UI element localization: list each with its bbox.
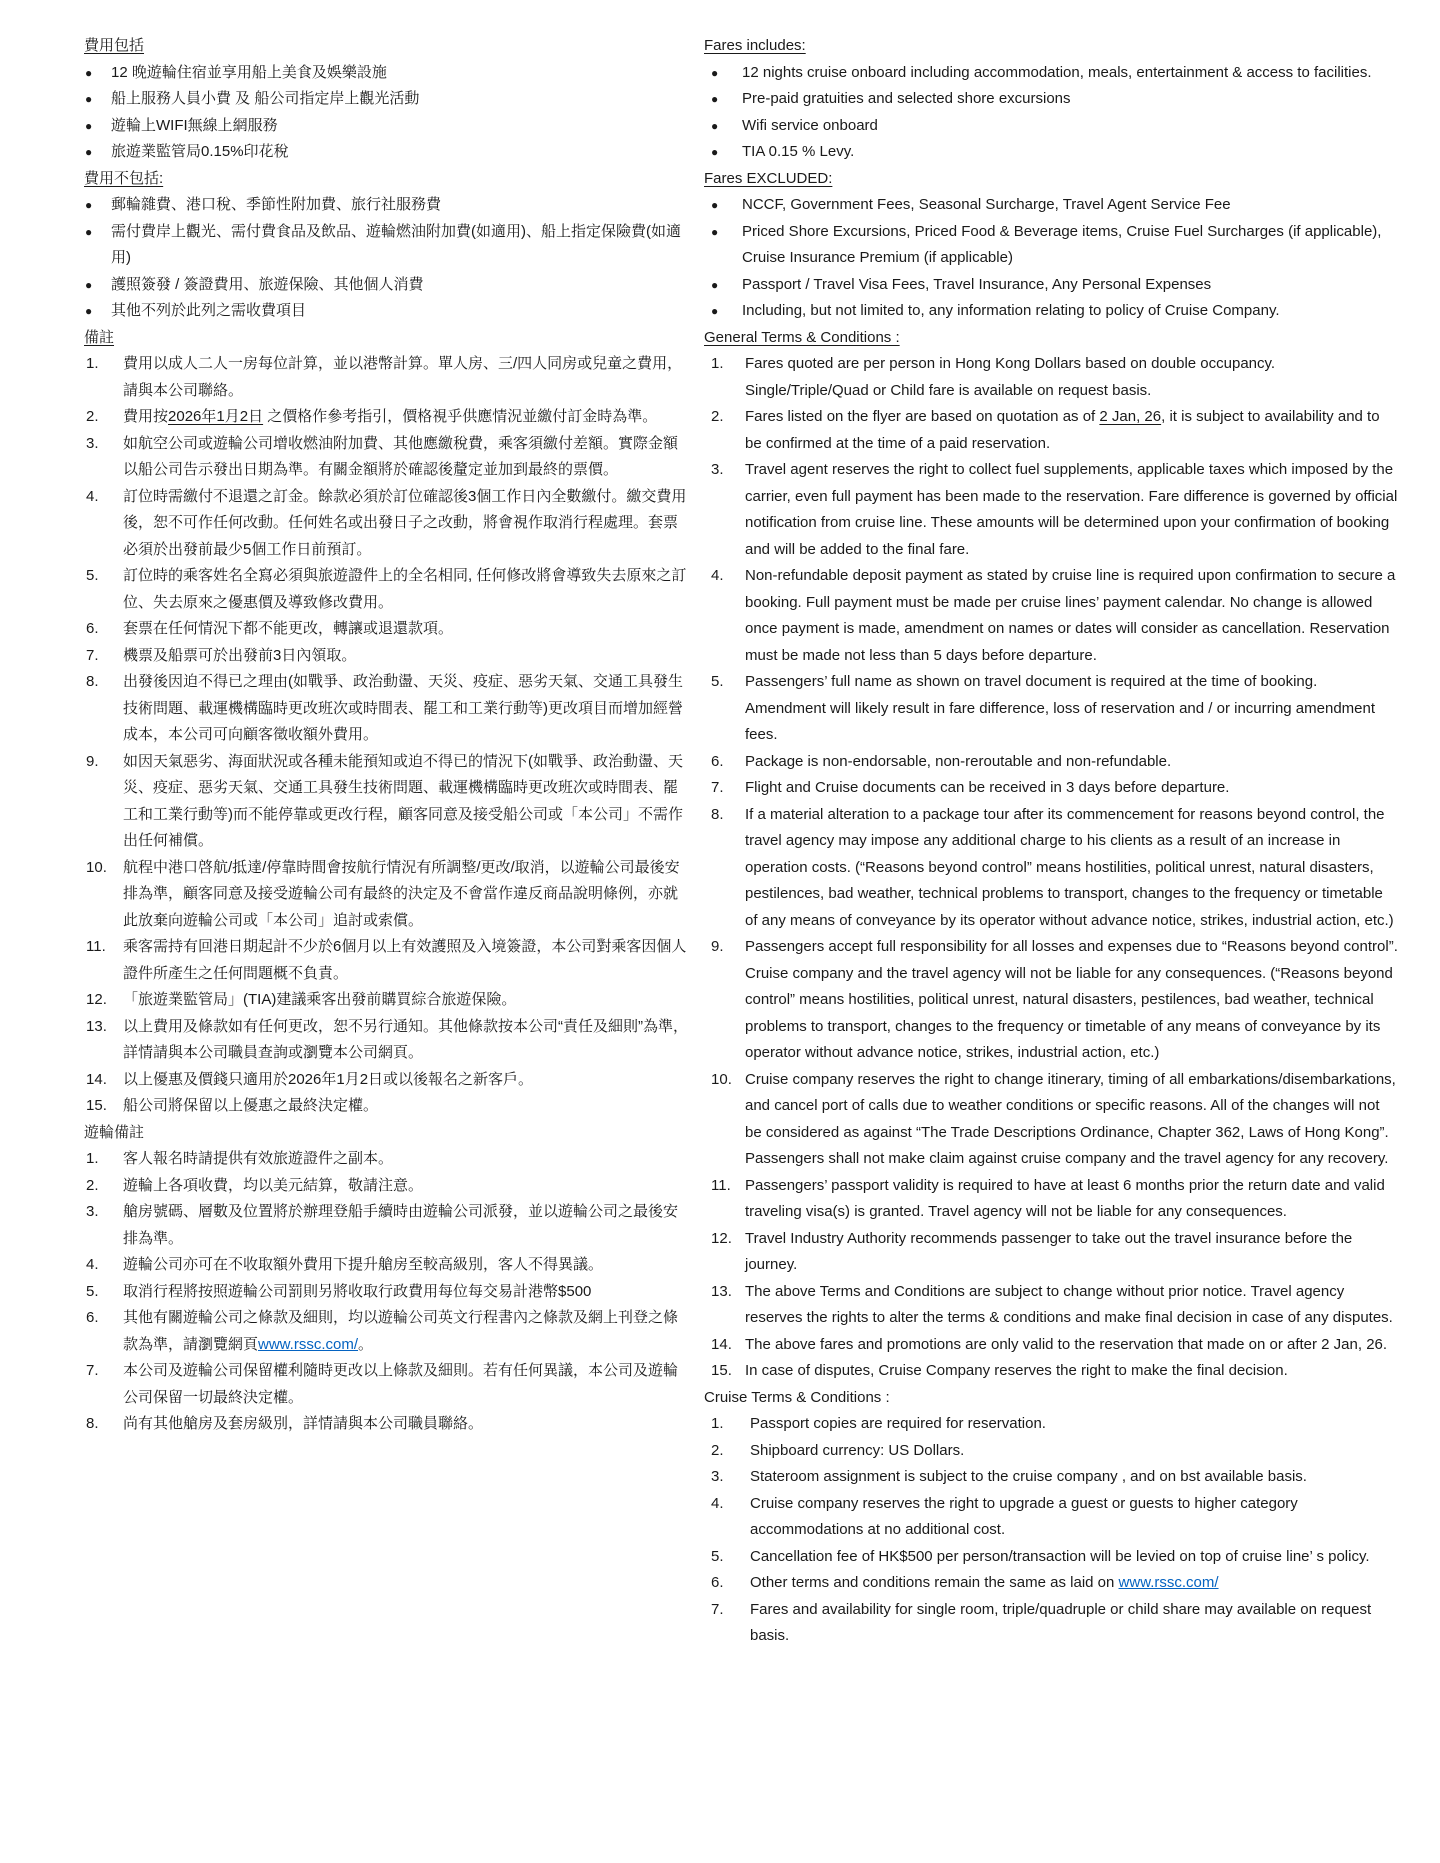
numbered-item: 遊輪公司亦可在不收取額外費用下提升艙房至較高級別，客人不得異議。 — [123, 1256, 604, 1273]
cruise-notes-heading-zh: 遊輪備註 — [84, 1123, 145, 1141]
cruise-terms-heading-en: Cruise Terms & Conditions : — [704, 1388, 890, 1406]
bullet-item: ● 護照簽發 / 簽證費用、旅遊保險、其他個人消費 — [84, 272, 688, 299]
numbered-item: Cancellation fee of HK$500 per person/transaction will be levied on top of cruise line’ s policy. — [750, 1547, 1370, 1565]
fares-exclude-list-zh — [84, 192, 688, 325]
fares-exclude-heading-zh: 費用不包括: — [84, 169, 164, 187]
bullet-item: ● 其他不列於此列之需收費項目 — [84, 298, 688, 325]
underlined-date: 2026年1月2日 — [168, 408, 264, 425]
section-fares-exclude-en — [704, 166, 1398, 325]
bullet-item: ● Wifi service onboard — [704, 113, 1398, 140]
numbered-item: 本公司及遊輪公司保留權利隨時更改以上條款及細則。若有任何異議，本公司及遊輪公司保留一切最終決定權。 — [123, 1362, 679, 1406]
general-terms-heading-en: General Terms & Conditions : — [704, 328, 900, 346]
numbered-item: Travel agent reserves the right to collect fuel supplements, applicable taxes which imposed by the carrier, even full payment has been made to the reservation. Fare difference is governed by official notification from cruise line. These amounts will be determined upon your confirmation of booking and will be added to the final fare. — [745, 461, 1398, 558]
section-fares-exclude-zh — [84, 166, 688, 325]
numbered-item: 訂位時需繳付不退還之訂金。餘款必須於訂位確認後3個工作日內全數繳付。繳交費用後，恕不可作任何改動。任何姓名或出發日子之改動，將會視作取消行程處理。套票必須於出發前最少5個工作日前預訂。 — [123, 487, 687, 558]
numbered-item: Passengers accept full responsibility for all losses and expenses due to “Reasons beyond control”. Cruise company and the travel agency will not be liable for any consequences. (“Reasons beyond control” means hostilities, political unrest, natural disasters, pestilences, bad weather, technical problems to transport, changes to the frequency or timetable of any means of conveyance by its operator without advance notice, strikes, industrial action, etc.) — [745, 938, 1398, 1061]
numbered-item: 航程中港口啓航/抵達/停靠時間會按航行情況有所調整/更改/取消，以遊輪公司最後安排為準，顧客同意及接受遊輪公司有最終的決定及不會當作違反商品說明條例，亦就此放棄向遊輪公司或「本公司」追討或索償。 — [123, 858, 680, 929]
bullet-item: ● 12 nights cruise onboard including accommodation, meals, entertainment & access to facilities. — [704, 60, 1398, 87]
underlined-date: 2 Jan, 26 — [1099, 408, 1162, 425]
bullet-item: ● 12 晚遊輪住宿並享用船上美食及娛樂設施 — [84, 60, 688, 87]
english-column — [704, 33, 1398, 1650]
fares-exclude-list-en — [704, 192, 1398, 325]
numbered-item: Passengers’ full name as shown on travel document is required at the time of booking. Amendment will likely result in fare difference, loss of reservation and / or incurring amendment fees. — [745, 673, 1376, 743]
bullet-item: ● Including, but not limited to, any information relating to policy of Cruise Company. — [704, 298, 1398, 325]
numbered-item: 遊輪上各項收費，均以美元結算，敬請注意。 — [123, 1176, 424, 1194]
section-cruise-notes-zh — [84, 1120, 688, 1438]
notes-heading-zh: 備註 — [84, 328, 115, 346]
numbered-item: 尚有其他艙房及套房級別，詳情請與本公司職員聯絡。 — [123, 1415, 484, 1432]
numbered-item — [704, 1570, 1398, 1597]
fares-include-heading-en: Fares includes: — [704, 37, 806, 54]
bullet-item: ● 需付費岸上觀光、需付費食品及飲品、遊輪燃油附加費(如適用)、船上指定保險費(如適用) — [84, 219, 688, 272]
numbered-item: Stateroom assignment is subject to the cruise company , and on bst available basis. — [750, 1468, 1307, 1485]
cruise-notes-list-zh — [84, 1146, 688, 1438]
numbered-item: 費用以成人二人一房每位計算，並以港幣計算。單人房、三/四人同房或兒童之費用，請與本公司聯絡。 — [123, 355, 683, 399]
numbered-item: Non-refundable deposit payment as stated by cruise line is required upon confirmation to secure a booking. Full payment must be made per cruise lines’ payment calendar. No change is allowed once payment is made, amendment on names or dates will consider as cancellation. Reservation must be made not less than 5 days before departure. — [745, 567, 1396, 664]
numbered-item: Package is non-endorsable, non-reroutable and non-refundable. — [745, 752, 1172, 770]
numbered-item: Flight and Cruise documents can be received in 3 days before departure. — [745, 779, 1230, 796]
note-text: 其他有關遊輪公司之條款及細則，均以遊輪公司英文行程書內之條款及網上刊登之條款為準，請瀏覽網頁 — [123, 1309, 679, 1353]
bullet-item: ● Passport / Travel Visa Fees, Travel Insurance, Any Personal Expenses — [704, 272, 1398, 299]
note-text: 之價格作參考指引，價格視乎供應情況並繳付訂金時為準。 — [263, 408, 658, 425]
numbered-item: If a material alteration to a package tour after its commencement for reasons beyond control, the travel agency may impose any additional charge to his clients as a result of an increase in operation costs. (“Reasons beyond control” means hostilities, political unrest, natural disasters, pestilences, bad weather, technical problems to transport, changes to the frequency or timetable of any means of conveyance by its operator without advance notice, strikes, industrial action, etc.) — [745, 805, 1394, 929]
numbered-item: Travel Industry Authority recommends passenger to take out the travel insurance before the journey. — [745, 1229, 1353, 1273]
numbered-item — [704, 404, 1398, 457]
numbered-item: Cruise company reserves the right to upgrade a guest or guests to higher category accommodations at no additional cost. — [750, 1494, 1298, 1538]
term-text: , it is subject to availability and to be confirmed at the time of a paid reservation. — [745, 408, 1380, 452]
numbered-item: 機票及船票可於出發前3日內領取。 — [123, 646, 357, 664]
bullet-item: ● Priced Shore Excursions, Priced Food & Beverage items, Cruise Fuel Surcharges (if applicable), Cruise Insurance Premium (if applicable) — [704, 219, 1398, 272]
chinese-column — [84, 33, 688, 1438]
bullet-item: ● NCCF, Government Fees, Seasonal Surcharge, Travel Agent Service Fee — [704, 192, 1398, 219]
bullet-item: ● Pre-paid gratuities and selected shore excursions — [704, 86, 1398, 113]
numbered-item: Cruise company reserves the right to change itinerary, timing of all embarkations/disembarkations, and cancel port of calls due to weather conditions or specific reasons. All of the changes will not be considered as against “The Trade Descriptions Ordinance, Chapter 362, Laws of Hong Kong”. Passengers shall not make claim against cruise company and the travel agency for any recovery. — [745, 1070, 1396, 1167]
numbered-item: 以上優惠及價錢只適用於2026年1月2日或以後報名之新客戶。 — [123, 1070, 534, 1088]
bullet-item: ● 遊輪上WIFI無線上網服務 — [84, 113, 688, 140]
note-text: 費用按 — [123, 408, 169, 425]
numbered-item: 出發後因迫不得已之理由(如戰爭、政治動盪、天災、疫症、惡劣天氣、交通工具發生技術問題、載運機構臨時更改班次或時間表、罷工和工業行動等)更改項目而增加經營成本，本公司可向顧客徵收額外費用。 — [123, 673, 683, 743]
numbered-item: The above Terms and Conditions are subject to change without prior notice. Travel agency reserves the rights to alter the terms & conditions and make final decision in case of any disputes. — [745, 1282, 1393, 1326]
bullet-item: ● 郵輪雜費、港口稅、季節性附加費、旅行社服務費 — [84, 192, 688, 219]
fares-include-list-zh — [84, 60, 688, 166]
general-terms-list-en — [704, 351, 1398, 1385]
cruise-terms-list-en — [704, 1411, 1398, 1650]
numbered-item: In case of disputes, Cruise Company reserves the right to make the final decision. — [745, 1362, 1288, 1379]
numbered-item: 如因天氣惡劣、海面狀況或各種未能預知或迫不得已的情況下(如戰爭、政治動盪、天災、疫症、惡劣天氣、交通工具發生技術問題、載運機構臨時更改班次或時間表、罷工和工業行動等)而不能停靠或更改行程，顧客同意及接受船公司或「本公司」不需作出任何補償。 — [123, 752, 683, 849]
fares-include-list-en — [704, 60, 1398, 166]
numbered-item: 訂位時的乘客姓名全寫必須與旅遊證件上的全名相同, 任何修改將會導致失去原來之訂位、失去原來之優惠價及導致修改費用。 — [123, 567, 687, 611]
section-cruise-terms-en — [704, 1385, 1398, 1650]
numbered-item: 「旅遊業監管局」(TIA)建議乘客出發前購買綜合旅遊保險。 — [123, 991, 517, 1008]
numbered-item: The above fares and promotions are only valid to the reservation that made on or after 2 Jan, 26. — [745, 1335, 1388, 1353]
bullet-item: ● 旅遊業監管局0.15%印花稅 — [84, 139, 688, 166]
numbered-item — [84, 1305, 688, 1358]
numbered-item: Shipboard currency: US Dollars. — [750, 1441, 965, 1459]
notes-list-zh — [84, 351, 688, 1120]
numbered-item: 如航空公司或遊輪公司增收燃油附加費、其他應繳稅費，乘客須繳付差額。實際金額以船公司告示發出日期為準。有關金額將於確認後釐定並加到最終的票價。 — [123, 434, 679, 478]
term-text: Fares listed on the flyer are based on quotation as of — [745, 408, 1100, 425]
numbered-item — [84, 404, 688, 431]
note-text: 。 — [358, 1335, 374, 1353]
section-fares-include-zh — [84, 33, 688, 166]
bullet-item: ● 船上服務人員小費 及 船公司指定岸上觀光活動 — [84, 86, 688, 113]
fares-include-heading-zh: 費用包括 — [84, 37, 145, 54]
bullet-item: ● TIA 0.15 % Levy. — [704, 139, 1398, 166]
numbered-item: Fares quoted are per person in Hong Kong Dollars based on double occupancy. Single/Triple/Quad or Child fare is available on request basis. — [745, 355, 1276, 399]
numbered-item: 乘客需持有回港日期起計不少於6個月以上有效護照及入境簽證，本公司對乘客因個人證件所產生之任何問題概不負責。 — [123, 938, 687, 982]
section-general-terms-en — [704, 325, 1398, 1385]
numbered-item: 艙房號碼、層數及位置將於辦理登船手續時由遊輪公司派發，並以遊輪公司之最後安排為準。 — [123, 1203, 679, 1247]
rssc-website-link[interactable]: www.rssc.com/ — [1118, 1574, 1219, 1591]
numbered-item: 船公司將保留以上優惠之最終決定權。 — [123, 1097, 379, 1114]
fares-exclude-heading-en: Fares EXCLUDED: — [704, 169, 833, 187]
section-notes-zh — [84, 325, 688, 1120]
rssc-website-link[interactable]: www.rssc.com/ — [258, 1335, 359, 1353]
numbered-item: 以上費用及條款如有任何更改，恕不另行通知。其他條款按本公司“責任及細則”為準，詳情請與本公司職員查詢或瀏覽本公司網頁。 — [123, 1017, 688, 1061]
numbered-item: 取消行程將按照遊輪公司罰則另將收取行政費用每位每交易計港幣$500 — [123, 1282, 592, 1300]
term-text: Other terms and conditions remain the same as laid on — [750, 1574, 1119, 1591]
numbered-item: Passengers’ passport validity is required to have at least 6 months prior the return date and valid traveling visa(s) is granted. Travel agency will not be liable for any consequences. — [745, 1176, 1385, 1220]
section-fares-include-en — [704, 33, 1398, 166]
numbered-item: 套票在任何情況下都不能更改，轉讓或退還款項。 — [123, 620, 454, 637]
numbered-item: 客人報名時請提供有效旅遊證件之副本。 — [123, 1150, 394, 1167]
numbered-item: Passport copies are required for reservation. — [750, 1415, 1046, 1432]
numbered-item: Fares and availability for single room, triple/quadruple or child share may available on request basis. — [750, 1600, 1372, 1644]
